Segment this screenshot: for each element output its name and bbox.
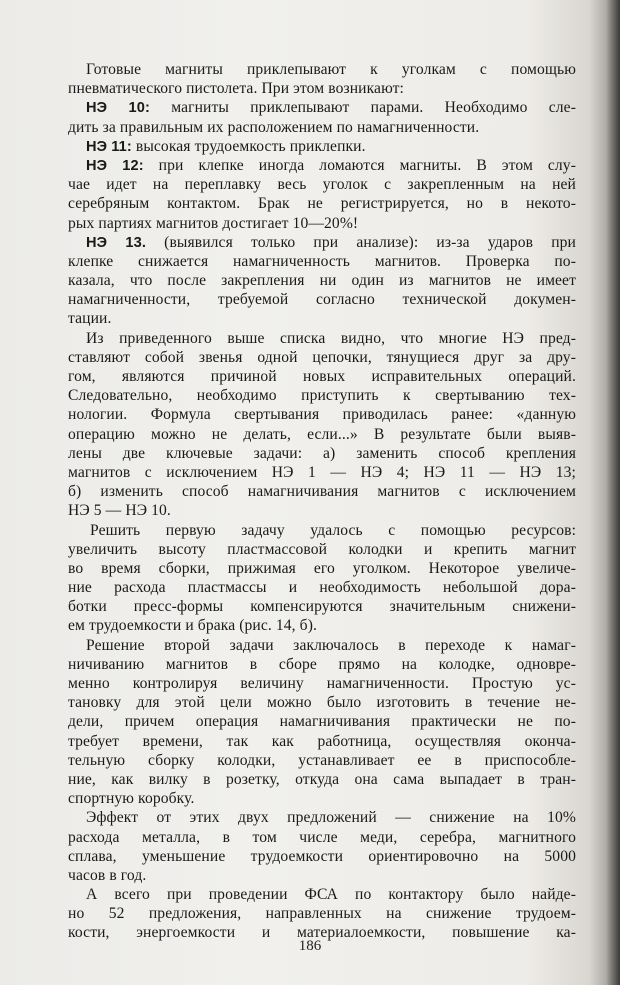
text-line [68, 559, 576, 578]
text-line [68, 770, 576, 789]
text-line [68, 482, 576, 501]
defect-label: НЭ 12: [86, 157, 144, 174]
text-line [68, 463, 576, 482]
line-text: сплава, уменьшение трудоемкости ориентировочно на 5000 [68, 847, 576, 865]
line-text: кости, энергоемкости и материалоемкости, повышение ка- [68, 924, 576, 942]
text-line [68, 233, 576, 252]
line-text: расхода металла, в том числе меди, серебра, магнитного [68, 828, 576, 846]
page-number: 186 [298, 938, 322, 954]
line-text: (выявился только при анализе): из-за ударов при [146, 233, 576, 251]
line-text: ставляют собой звенья одной цепочки, тянущиеся друг за дру- [68, 348, 576, 366]
line-text: Решение второй задачи заключалось в переходе к намаг- [86, 636, 576, 654]
text-line [68, 214, 576, 233]
line-text: лены две ключевые задачи: а) заменить способ крепления [68, 444, 576, 462]
text-line [68, 636, 576, 655]
line-text: казала, что после закрепления ни один из магнитов не имеет [68, 272, 576, 290]
text-line [68, 156, 576, 175]
text-line [68, 501, 576, 520]
line-text: спортную коробку. [68, 790, 195, 808]
line-text: А всего при проведении ФСА по контактору было найде- [86, 886, 576, 904]
text-line [68, 329, 576, 348]
text-line [68, 616, 576, 635]
text-line [68, 405, 576, 424]
line-text: ничиванию магнитов в сборе прямо на колодке, одновре- [68, 655, 576, 673]
text-line [68, 271, 576, 290]
line-text: ем трудоемкости и брака (рис. 14, б). [68, 617, 317, 635]
text-line [68, 655, 576, 674]
line-text: дить за правильным их расположением по намагниченности. [68, 118, 480, 136]
page-binding-shadow [606, 0, 620, 985]
page-body-text [68, 60, 576, 943]
line-text: высокая трудоемкость приклепки. [131, 137, 366, 155]
defect-label: НЭ 10: [86, 100, 150, 117]
line-text: но 52 предложения, направленных на снижение трудоем- [68, 905, 576, 923]
line-text: нологии. Формула свертывания приводилась ранее: «данную [68, 406, 576, 424]
text-line [68, 866, 576, 885]
line-text: ние, как вилку в розетку, откуда она сама выпадает в тран- [68, 770, 576, 788]
text-line [68, 252, 576, 271]
text-line [68, 789, 576, 808]
line-text: тельную сборку колодки, устанавливает ее в приспособле- [68, 751, 576, 769]
text-line [68, 712, 576, 731]
text-line [68, 732, 576, 751]
line-text: ботки пресс-формы компенсируются значительным снижени- [68, 598, 576, 616]
text-line [68, 348, 576, 367]
line-text: требует времени, так как работница, осуществляя оконча- [68, 732, 576, 750]
defect-label: НЭ 11: [86, 138, 132, 155]
line-text: Готовые магниты приклепывают к уголкам с помощью [86, 61, 576, 78]
text-line [68, 425, 576, 444]
line-text: менно контролируя величину намагниченности. Простую ус- [68, 675, 576, 692]
line-text: тановку для этой цели можно было изготовить в течение не- [68, 694, 576, 712]
line-text: увеличить высоту пластмассовой колодки и крепить магнит [68, 540, 576, 558]
line-text: Из приведенного выше списка видно, что многие НЭ пред- [86, 329, 576, 347]
text-line [68, 847, 576, 866]
line-text: рых партиях магнитов достигает 10—20%! [68, 214, 359, 232]
line-text: серебряным контактом. Брак не регистрируется, но в некото- [68, 195, 576, 213]
text-line [68, 444, 576, 463]
line-text: операцию можно не делать, если...» В результате были выяв- [68, 425, 576, 443]
text-line [68, 540, 576, 559]
text-line [68, 885, 576, 904]
line-text: намагниченности, требуемой согласно технической докумен- [68, 291, 576, 309]
line-text: гом, являются причиной новых исправительных операций. [68, 368, 576, 385]
line-text: магниты приклепывают парами. Необходимо сле- [149, 99, 576, 117]
text-line [68, 309, 576, 328]
line-text: Решить первую задачу удалось с помощью ресурсов: [90, 521, 576, 539]
text-line [68, 521, 576, 540]
line-text: НЭ 5 — НЭ 10. [68, 502, 171, 520]
line-text: б) изменить способ намагничивания магнитов с исключением [68, 483, 576, 501]
text-line [68, 904, 576, 923]
line-text: Следовательно, необходимо приступить к свертыванию тех- [68, 387, 576, 405]
text-line [68, 578, 576, 597]
line-text: магнитов с исключением НЭ 1 — НЭ 4; НЭ 11 — НЭ 13; [68, 463, 576, 481]
defect-label: НЭ 13. [86, 234, 147, 251]
text-line [68, 60, 576, 79]
line-text: чае идет на переплавку весь уголок с закрепленным на ней [68, 176, 576, 194]
line-text: Эффект от этих двух предложений — снижение на 10% [86, 809, 576, 827]
text-line [68, 98, 576, 117]
text-line [68, 751, 576, 770]
line-text: клепке снижается намагниченность магнитов. Проверка по- [68, 252, 576, 270]
text-line [68, 79, 576, 98]
text-line [68, 674, 576, 693]
line-text: при клепке иногда ломаются магниты. В этом слу- [143, 156, 576, 174]
text-line [68, 828, 576, 847]
text-line [68, 367, 576, 386]
text-line [68, 693, 576, 712]
text-line [68, 290, 576, 309]
text-line [68, 808, 576, 827]
line-text: во время сборки, прижимая его уголком. Некоторое увеличе- [68, 559, 576, 577]
text-line [68, 194, 576, 213]
text-line [68, 137, 576, 156]
line-text: дели, причем операция намагничивания практически не по- [68, 713, 576, 731]
text-line [68, 175, 576, 194]
text-line [68, 597, 576, 616]
line-text: пневматического пистолета. При этом возникают: [68, 80, 404, 98]
line-text: часов в год. [68, 866, 147, 884]
line-text: тации. [68, 310, 112, 328]
text-line [68, 386, 576, 405]
line-text: ние расхода пластмассы и необходимость небольшой дора- [68, 579, 576, 597]
text-line [68, 118, 576, 137]
